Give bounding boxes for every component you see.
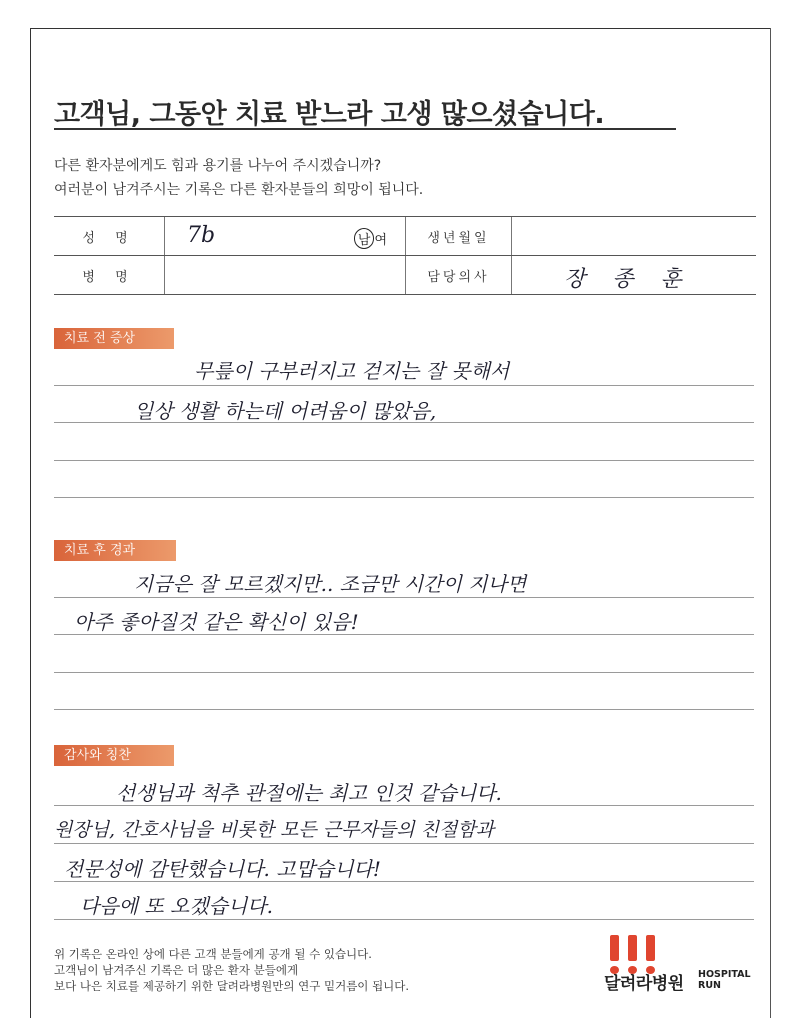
patient-info-row-1: [54, 217, 756, 256]
footer-note-1: 위 기록은 온라인 상에 다른 고객 분들에게 공개 될 수 있습니다.: [54, 947, 372, 961]
birth-label: 생년월일: [406, 217, 512, 256]
footer-note-2: 고객님이 남겨주신 기록은 더 많은 환자 분들에게: [54, 963, 299, 977]
handwritten-line[interactable]: 무릎이 구부러지고 걷지는 잘 못해서: [194, 359, 510, 383]
exclamation-icon: [628, 935, 637, 961]
handwritten-line[interactable]: 아주 좋아질것 같은 확신이 있음!: [74, 610, 359, 634]
handwritten-line[interactable]: 원장님, 간호사님을 비롯한 모든 근무자들의 친절함과: [54, 819, 495, 841]
writing-line: [54, 672, 754, 673]
writing-line: [54, 919, 754, 920]
handwritten-line[interactable]: 전문성에 감탄했습니다. 고맙습니다!: [64, 857, 381, 881]
sex-selector[interactable]: [354, 228, 387, 249]
handwritten-line[interactable]: 선생님과 척추 관절에는 최고 인것 같습니다.: [116, 781, 502, 805]
name-value: 7b: [187, 223, 216, 248]
doctor-value: 장 종 훈: [564, 267, 692, 292]
patient-info-row-2: [54, 256, 756, 295]
writing-line: [54, 597, 754, 598]
intro-line-2: 여러분이 남겨주시는 기록은 다른 환자분들의 희망이 됩니다.: [54, 182, 424, 198]
sex-male-circled[interactable]: 남: [354, 228, 375, 249]
hospital-logo: [600, 935, 760, 1005]
name-label: 성 명: [54, 217, 165, 256]
footer-note-3: 보다 나은 치료를 제공하기 위한 달려라병원만의 연구 밑거름이 됩니다.: [54, 979, 410, 993]
section-tag-after-treatment: 치료 후 경과: [54, 540, 176, 561]
title-underline: [54, 128, 676, 130]
patient-info-table: [54, 216, 756, 295]
form-border-top: [30, 28, 770, 29]
logo-name: 달려라병원: [604, 974, 684, 994]
sex-female[interactable]: 여: [374, 233, 387, 248]
section-tag-before-treatment: 치료 전 증상: [54, 328, 174, 349]
name-field[interactable]: [165, 217, 406, 256]
handwritten-line[interactable]: 지금은 잘 모르겠지만.. 조금만 시간이 지나면: [134, 572, 527, 596]
writing-line: [54, 497, 754, 498]
writing-line: [54, 843, 754, 844]
doctor-label: 담당의사: [406, 256, 512, 295]
writing-line: [54, 385, 754, 386]
exclamation-icon: [646, 935, 655, 961]
handwritten-line[interactable]: 다음에 또 오겠습니다.: [80, 894, 273, 918]
handwritten-line[interactable]: 일상 생활 하는데 어려움이 많았음,: [134, 399, 437, 423]
writing-line: [54, 709, 754, 710]
disease-label: 병 명: [54, 256, 165, 295]
birth-field[interactable]: [512, 217, 757, 256]
disease-field[interactable]: [165, 256, 406, 295]
form-border-left: [30, 28, 31, 1018]
intro-line-1: 다른 환자분에게도 힘과 용기를 나누어 주시겠습니까?: [54, 158, 382, 174]
exclamation-icon: [610, 935, 619, 961]
logo-en-line-2: RUN: [698, 980, 721, 991]
writing-line: [54, 460, 754, 461]
logo-en-line-1: HOSPITAL: [698, 969, 751, 980]
section-tag-thanks: 감사와 칭찬: [54, 745, 174, 766]
doctor-field[interactable]: [512, 256, 757, 295]
form-border-right: [770, 28, 771, 1018]
page-title: 고객님, 그동안 치료 받느라 고생 많으셨습니다.: [54, 99, 605, 130]
